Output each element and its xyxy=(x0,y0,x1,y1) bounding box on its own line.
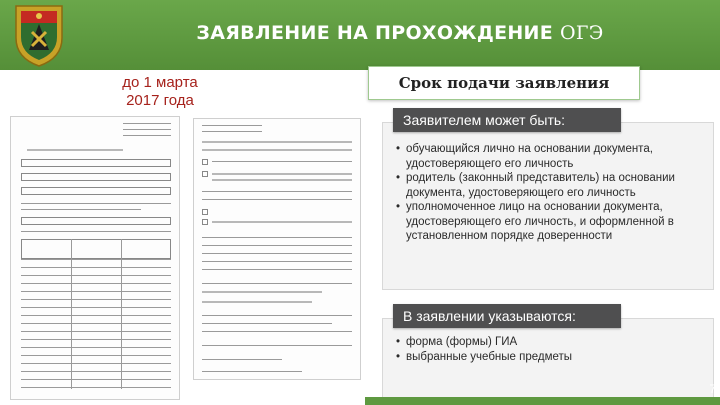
slide-title xyxy=(150,22,650,44)
deadline-heading: Срок подачи заявления xyxy=(398,74,610,92)
page-number: 7 xyxy=(709,382,716,396)
list-item: • выбранные учебные предметы xyxy=(394,350,706,365)
list-item: • родитель (законный представитель) на основании документа, удостоверяющего его личность xyxy=(394,171,706,200)
list-item: • уполномоченное лицо на основании документа, удостоверяющего его личность, и оформленной в установленном порядке доверенности xyxy=(394,200,706,244)
slide-title-suffix: ОГЭ xyxy=(559,22,604,44)
contents-panel-label: В заявлении указываются: xyxy=(393,304,621,328)
list-item: • обучающийся лично на основании документа, удостоверяющего его личность xyxy=(394,142,706,171)
header-bar xyxy=(0,0,720,70)
application-form-page-1 xyxy=(10,116,180,400)
footer-bar xyxy=(365,397,720,405)
contents-list xyxy=(394,335,706,364)
deadline-date-line1: до 1 марта xyxy=(122,74,198,91)
coat-of-arms-icon xyxy=(8,2,70,68)
applicant-list xyxy=(394,142,706,244)
list-item: • форма (формы) ГИА xyxy=(394,335,706,350)
deadline-heading-box xyxy=(368,66,640,100)
application-form-page-2 xyxy=(193,118,361,380)
deadline-date-line2: 2017 года xyxy=(126,92,194,109)
slide-title-main: ЗАЯВЛЕНИЕ НА ПРОХОЖДЕНИЕ xyxy=(196,22,554,44)
applicant-panel-label: Заявителем может быть: xyxy=(393,108,621,132)
deadline-date xyxy=(70,74,250,110)
